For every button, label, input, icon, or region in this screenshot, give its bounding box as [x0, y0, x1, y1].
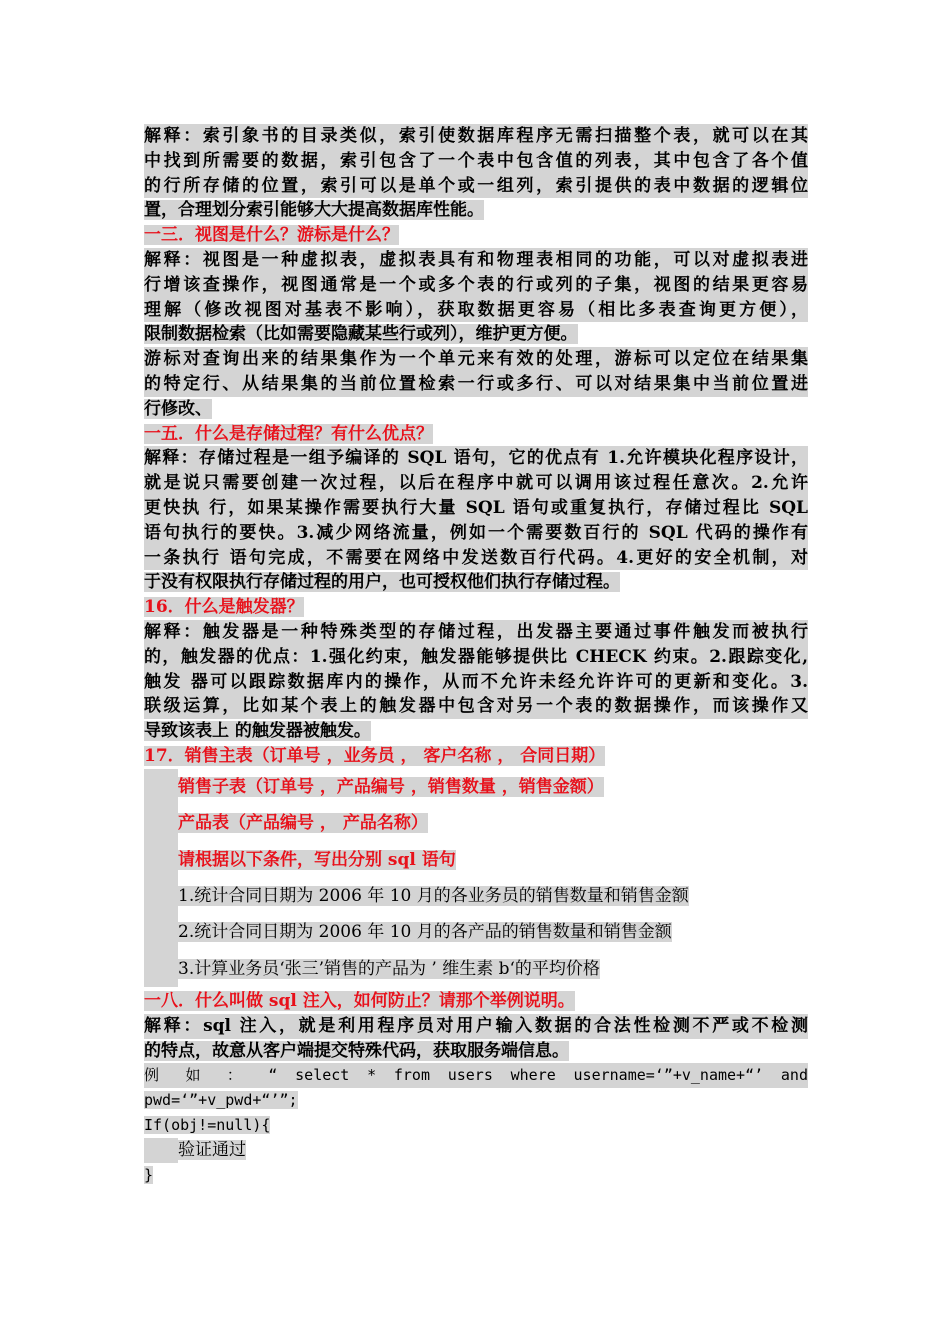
- answer-line: 就是说只需要创建一次过程，以后在程序中就可以调用该过程任意次。2.允许: [144, 471, 808, 496]
- answer-line: 解释：sql 注入，就是利用程序员对用户输入数据的合法性检测不严或不检测: [144, 1014, 808, 1039]
- answer-line: 限制数据检索（比如需要隐藏某些行或列），维护更方便。: [144, 324, 578, 345]
- q16-title: 16．什么是触发器？: [144, 597, 304, 618]
- answer-line: 解释：存储过程是一组予编译的 SQL 语句，它的优点有 1.允许模块化程序设计，: [144, 446, 808, 471]
- answer-line: 的行所存储的位置，索引可以是单个或一组列，索引提供的表中数据的逻辑位: [144, 174, 808, 199]
- answer-line: 中找到所需要的数据，索引包含了一个表中包含值的列表，其中包含了各个值: [144, 149, 808, 174]
- q18-code-example: [144, 1063, 808, 1187]
- answer-line: 行修改、: [144, 398, 212, 419]
- document-page: [144, 124, 808, 1187]
- q18-answer: [144, 1014, 808, 1064]
- q17-table-line: 产品表（产品编号 ， 产品名称）: [144, 805, 808, 841]
- answer-line: 导致该表上 的触发器被触发。: [144, 721, 371, 742]
- q17-item: 3.计算业务员‘张三’销售的产品为 ’ 维生素 b‘的平均价格: [144, 951, 808, 987]
- answer-line: 联级运算，比如某个表上的触发器中包含对另一个表的数据操作，而该操作又: [144, 694, 808, 719]
- q17-block: [144, 744, 808, 987]
- answer-line: 解释：触发器是一种特殊类型的存储过程，出发器主要通过事件触发而被执行: [144, 620, 808, 645]
- q15-title: 一五．什么是存储过程？有什么优点？: [144, 423, 433, 444]
- q17-item: 1.统计合同日期为 2006 年 10 月的各业务员的销售数量和销售金额: [144, 878, 808, 914]
- code-line: }: [144, 1165, 154, 1184]
- q17-item: 2.统计合同日期为 2006 年 10 月的各产品的销售数量和销售金额: [144, 914, 808, 950]
- code-line: If(obj!=null){: [144, 1116, 271, 1135]
- answer-line: 触发 器可以跟踪数据库内的操作，从而不允许未经允许许可的更新和变化。3.: [144, 670, 808, 695]
- answer-line: 于没有权限执行存储过程的用户，也可授权他们执行存储过程。: [144, 572, 620, 593]
- answer-line: 解释：索引象书的目录类似，索引使数据库程序无需扫描整个表，就可以在其: [144, 124, 808, 149]
- answer-line: 语句执行的要快。3.减少网络流量，例如一个需要数百行的 SQL 代码的操作有: [144, 521, 808, 546]
- answer-line: 一条执行 语句完成，不需要在网络中发送数百行代码。4.更好的安全机制，对: [144, 546, 808, 571]
- q17-table-line: 销售子表（订单号 ，产品编号 ，销售数量 ，销售金额）: [144, 769, 808, 805]
- code-line: 例 如 ： “ select * from users where username=‘”+v_name+“’ and: [144, 1063, 808, 1088]
- answer-line: 的特点，故意从客户端提交特殊代码，获取服务端信息。: [144, 1040, 569, 1061]
- q13-title: 一三．视图是什么？游标是什么？: [144, 225, 399, 246]
- answer-line: 的，触发器的优点：1.强化约束，触发器能够提供比 CHECK 约束。2.跟踪变化,: [144, 645, 808, 670]
- q18-title: 一八．什么叫做 sql 注入，如何防止？请那个举例说明。: [144, 991, 575, 1012]
- code-line: 验证通过: [144, 1138, 808, 1163]
- q16-answer: [144, 620, 808, 744]
- q15-answer: [144, 446, 808, 595]
- answer-line: 的特定行、从结果集的当前位置检索一行或多行、可以对结果集中当前位置进: [144, 372, 808, 397]
- answer-line: 置，合理划分索引能够大大提高数据库性能。: [144, 200, 484, 221]
- answer-line: 理解（修改视图对基表不影响），获取数据更容易（相比多表查询更方便），: [144, 298, 808, 323]
- answer-line: 更快执 行，如果某操作需要执行大量 SQL 语句或重复执行，存储过程比 SQL: [144, 496, 808, 521]
- q17-title: 17．销售主表（订单号 ，业务员 ， 客户名称 ， 合同日期）: [144, 745, 606, 766]
- q13-answer: [144, 248, 808, 422]
- answer-line: 解释：视图是一种虚拟表，虚拟表具有和物理表相同的功能，可以对虚拟表进: [144, 248, 808, 273]
- code-line: pwd=‘”+v_pwd+“’”;: [144, 1091, 298, 1110]
- q17-instruction: 请根据以下条件，写出分别 sql 语句: [144, 842, 808, 878]
- q12-answer: [144, 124, 808, 223]
- answer-line: 行增该查操作，视图通常是一个或多个表的行或列的子集，视图的结果更容易: [144, 273, 808, 298]
- answer-line: 游标对查询出来的结果集作为一个单元来有效的处理，游标可以定位在结果集: [144, 347, 808, 372]
